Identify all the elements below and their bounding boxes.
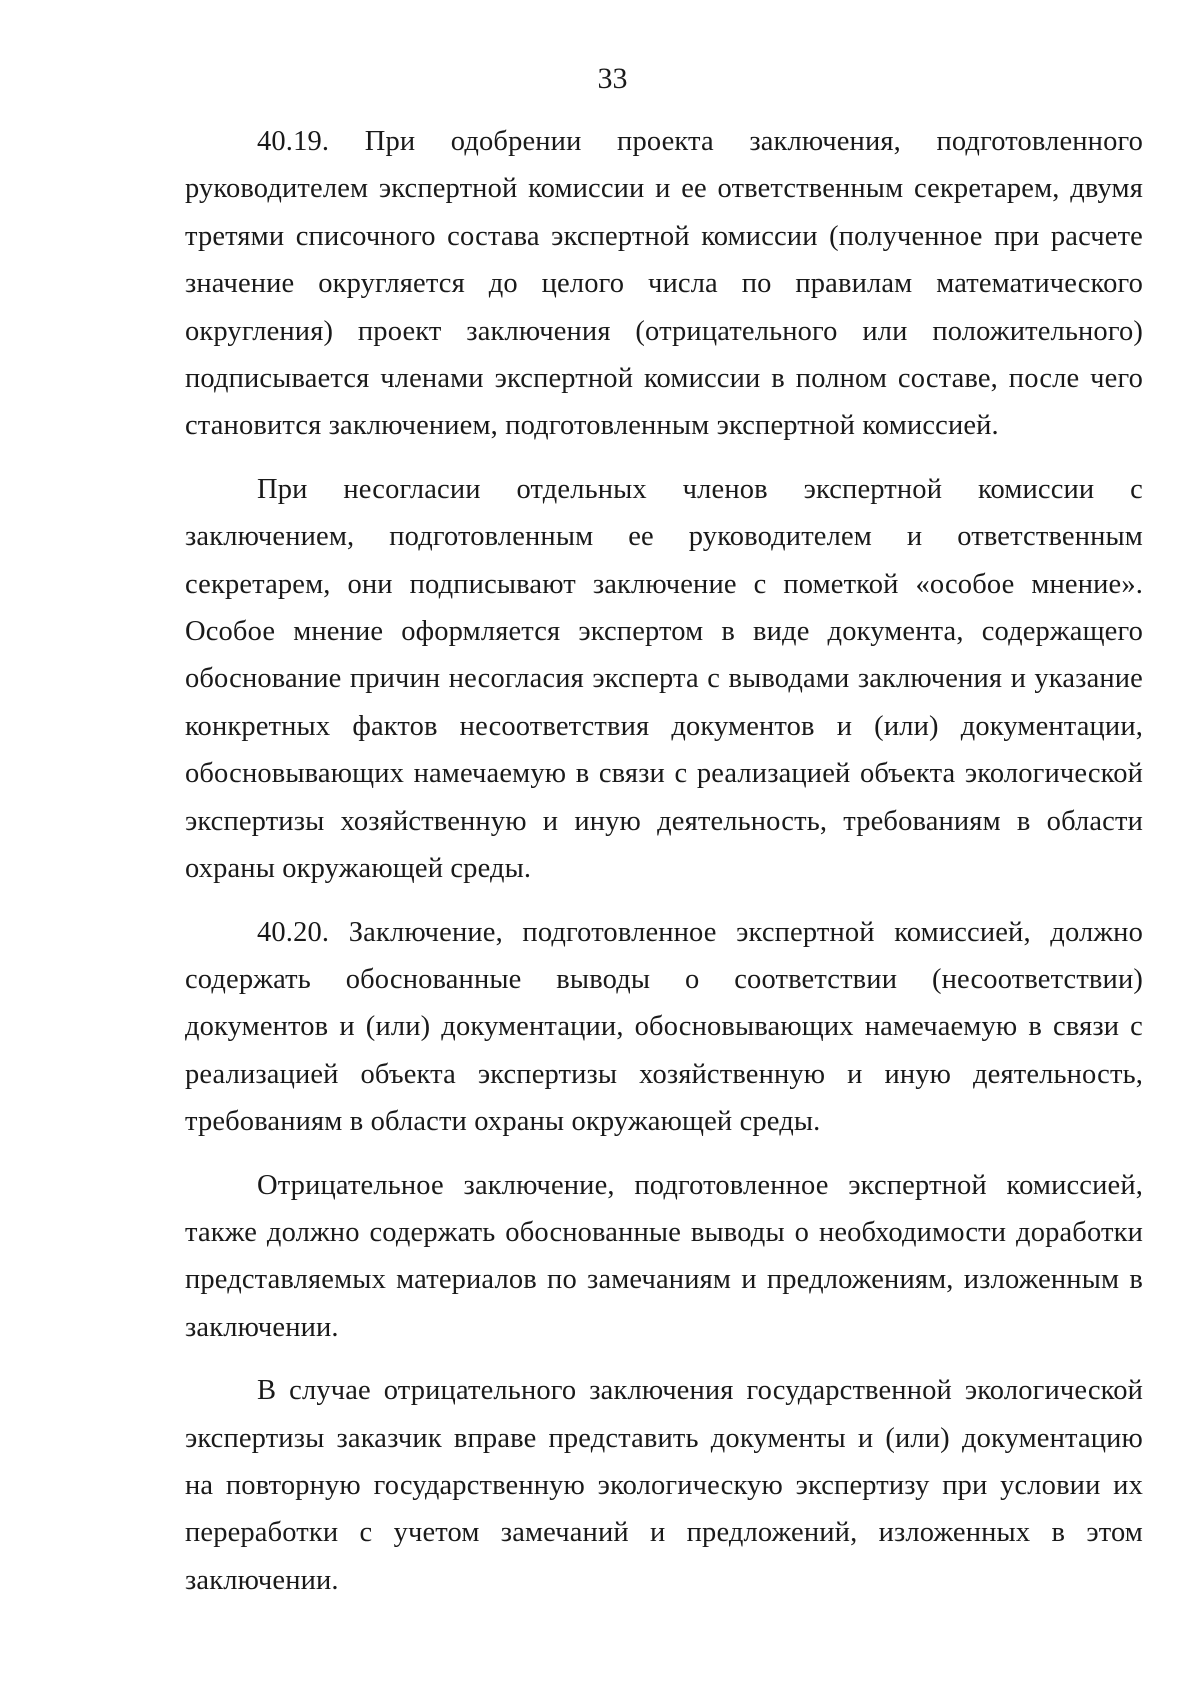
paragraph-40-19: 40.19. При одобрении проекта заключения, подготовленного руководителем экспертной комиссии и ее ответственным секретарем, двумя третями списочного состава экспертной комиссии (полученное при расчете значение округляется до целого числа по правилам математического округления) проект заключения (отрицательного или положительного) подписывается членами экспертной комиссии в полном составе, после чего становится заключением, подготовленным экспертной комиссией. xyxy=(185,126,1143,442)
paragraph-negative-conclusion: Отрицательное заключение, подготовленное экспертной комиссией, также должно содержать обоснованные выводы о необходимости доработки представляемых материалов по замечаниям и предложениям, изложенным в заключении. xyxy=(185,1169,1143,1343)
document-body xyxy=(185,118,1143,1604)
paragraph-40-20: 40.20. Заключение, подготовленное экспертной комиссией, должно содержать обоснованные выводы о соответствии (несоответствии) документов и (или) документации, обосновывающих намечаемую в связи с реализацией объекта экспертизы хозяйственную и иную деятельность, требованиям в области охраны окружающей среды. xyxy=(185,916,1143,1138)
paragraph-repeat-review: В случае отрицательного заключения государственной экологической экспертизы заказчик вправе представить документы и (или) документацию на повторную государственную экологическую экспертизу при условии их переработки с учетом замечаний и предложений, изложенных в этом заключении. xyxy=(185,1375,1143,1596)
paragraph-dissent: При несогласии отдельных членов экспертной комиссии с заключением, подготовленным ее руководителем и ответственным секретарем, они подписывают заключение с пометкой «особое мнение». Особое мнение оформляется экспертом в виде документа, содержащего обоснование причин несогласия эксперта с выводами заключения и указание конкретных фактов несоответствия документов и (или) документации, обосновывающих намечаемую в связи с реализацией объекта экологической экспертизы хозяйственную и иную деятельность, требованиям в области охраны окружающей среды. xyxy=(185,473,1143,885)
page-number: 33 xyxy=(597,62,628,95)
